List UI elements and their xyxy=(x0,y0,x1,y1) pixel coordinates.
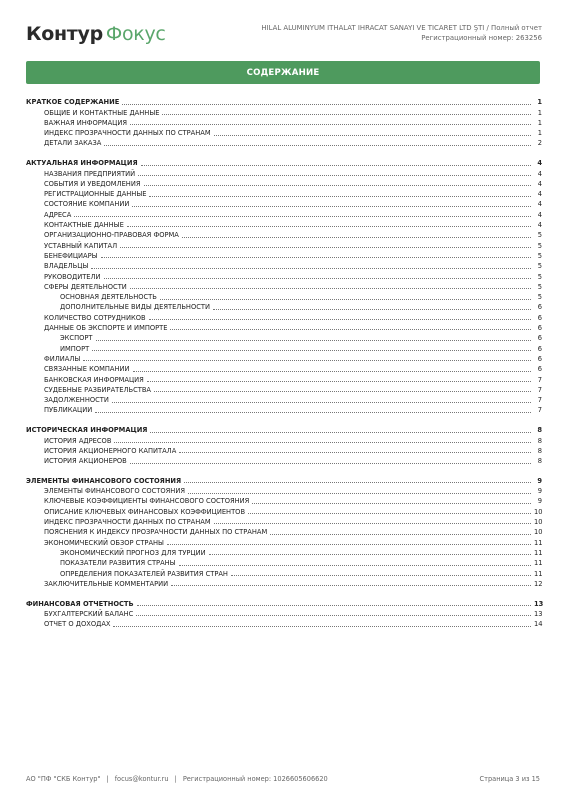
dot-leader xyxy=(127,226,531,227)
dot-leader xyxy=(167,544,531,545)
dot-leader xyxy=(113,626,531,627)
toc-page-number: 4 xyxy=(537,210,542,219)
toc-entry-title: ЗАДОЛЖЕННОСТИ xyxy=(44,396,109,405)
toc-entry[interactable] xyxy=(26,446,542,456)
toc-entry[interactable] xyxy=(26,364,542,374)
toc-page-number: 1 xyxy=(537,118,542,127)
dot-leader xyxy=(83,360,531,361)
footer-separator: | xyxy=(106,775,109,783)
registration-line: Регистрационный номер: 263256 xyxy=(421,34,542,42)
dot-leader xyxy=(170,329,531,330)
toc-page-number: 6 xyxy=(537,303,542,312)
footer-company: АО "ПФ "СКБ Контур" xyxy=(26,775,101,783)
toc-page-number: 5 xyxy=(537,282,542,291)
dot-leader xyxy=(114,442,531,443)
toc-section xyxy=(26,158,542,415)
toc-entry-title: КЛЮЧЕВЫЕ КОЭФФИЦИЕНТЫ ФИНАНСОВОГО СОСТОЯНИЯ xyxy=(44,497,250,506)
dot-leader xyxy=(104,278,531,279)
toc-entry-title: ФИЛИАЛЫ xyxy=(44,354,81,363)
footer-email: focus@kontur.ru xyxy=(114,775,169,783)
dot-leader xyxy=(120,247,531,248)
footer-page-number: Страница 3 из 15 xyxy=(479,775,540,783)
dot-leader xyxy=(179,565,531,566)
toc-page-number: 5 xyxy=(537,251,542,260)
toc-entry-title: УСТАВНЫЙ КАПИТАЛ xyxy=(44,241,118,250)
contents-banner xyxy=(26,61,540,84)
toc-entry-title: ИСТОРИЯ АДРЕСОВ xyxy=(44,436,112,445)
report-header xyxy=(26,22,542,52)
toc-page-number: 14 xyxy=(534,620,543,629)
toc-entry-title: ОРГАНИЗАЦИОННО-ПРАВОВАЯ ФОРМА xyxy=(44,231,179,240)
toc-entry-title: ЭКОНОМИЧЕСКИЙ ОБЗОР СТРАНЫ xyxy=(44,538,164,547)
logo-fokus-text: Фокус xyxy=(105,23,166,45)
toc-entry-title: ПОЯСНЕНИЯ К ИНДЕКСУ ПРОЗРАЧНОСТИ ДАННЫХ ПО СТРАНАМ xyxy=(44,528,268,537)
toc-entry-title: АКТУАЛЬНАЯ ИНФОРМАЦИЯ xyxy=(26,159,138,168)
toc-page-number: 11 xyxy=(534,538,543,547)
toc-entry[interactable] xyxy=(26,354,542,364)
toc-page-number: 8 xyxy=(537,457,542,466)
dot-leader xyxy=(138,175,531,176)
dot-leader xyxy=(209,554,531,555)
toc-entry[interactable] xyxy=(26,435,542,445)
dot-leader xyxy=(162,114,531,115)
toc-entry[interactable] xyxy=(26,537,542,547)
toc-entry[interactable] xyxy=(26,292,542,302)
toc-entry[interactable] xyxy=(26,209,542,219)
toc-page-number: 9 xyxy=(537,487,542,496)
footer-left xyxy=(26,775,328,783)
toc-page-number: 11 xyxy=(534,548,543,557)
dot-leader xyxy=(136,615,531,616)
toc-entry-title: ИСТОРИЧЕСКАЯ ИНФОРМАЦИЯ xyxy=(26,426,148,435)
toc-page-number: 6 xyxy=(537,334,542,343)
toc-entry-title: ИНДЕКС ПРОЗРАЧНОСТИ ДАННЫХ ПО СТРАНАМ xyxy=(44,129,211,138)
toc-entry[interactable] xyxy=(26,558,542,568)
dot-leader xyxy=(149,196,531,197)
toc-entry-title: ИНДЕКС ПРОЗРАЧНОСТИ ДАННЫХ ПО СТРАНАМ xyxy=(44,518,211,527)
toc-entry[interactable] xyxy=(26,496,542,506)
toc-entry-title: АДРЕСА xyxy=(44,210,72,219)
toc-entry-title: СОСТОЯНИЕ КОМПАНИИ xyxy=(44,200,130,209)
dot-leader xyxy=(248,513,531,514)
toc-page-number: 6 xyxy=(537,365,542,374)
toc-entry-title: БУХГАЛТЕРСКИЙ БАЛАНС xyxy=(44,609,134,618)
dot-leader xyxy=(179,452,531,453)
toc-entry[interactable] xyxy=(26,302,542,312)
toc-entry-title: ОСНОВНАЯ ДЕЯТЕЛЬНОСТЬ xyxy=(60,293,157,302)
toc-entry[interactable] xyxy=(26,138,542,148)
footer-registration: Регистрационный номер: 1026605606620 xyxy=(182,775,328,783)
toc-section-heading[interactable] xyxy=(26,158,542,168)
toc-entry[interactable] xyxy=(26,579,542,589)
toc-entry-title: ПУБЛИКАЦИИ xyxy=(44,406,93,415)
dot-leader xyxy=(214,523,531,524)
toc-entry-title: СУДЕБНЫЕ РАЗБИРАТЕЛЬСТВА xyxy=(44,385,151,394)
toc-entry[interactable] xyxy=(26,527,542,537)
contents-title: СОДЕРЖАНИЕ xyxy=(246,67,320,78)
toc-entry-title: ЭЛЕМЕНТЫ ФИНАНСОВОГО СОСТОЯНИЯ xyxy=(44,487,185,496)
toc-page-number: 8 xyxy=(537,436,542,445)
toc-entry-title: ФИНАНСОВАЯ ОТЧЕТНОСТЬ xyxy=(26,599,134,608)
toc-page-number: 1 xyxy=(537,129,542,138)
toc-page-number: 4 xyxy=(537,159,542,168)
toc-entry[interactable] xyxy=(26,271,542,281)
toc-entry-title: ОПРЕДЕЛЕНИЯ ПОКАЗАТЕЛЕЙ РАЗВИТИЯ СТРАН xyxy=(60,569,228,578)
toc-page-number: 10 xyxy=(534,507,543,516)
header-company-info xyxy=(261,23,542,43)
toc-page-number: 11 xyxy=(534,559,543,568)
dot-leader xyxy=(252,503,531,504)
toc-entry-title: СОБЫТИЯ И УВЕДОМЛЕНИЯ xyxy=(44,179,141,188)
dot-leader xyxy=(149,319,531,320)
toc-entry-title: КРАТКОЕ СОДЕРЖАНИЕ xyxy=(26,98,120,107)
toc-entry[interactable] xyxy=(26,323,542,333)
dot-leader xyxy=(104,145,531,146)
dot-leader xyxy=(171,585,531,586)
toc-entry-title: ЭКОНОМИЧЕСКИЙ ПРОГНОЗ ДЛЯ ТУРЦИИ xyxy=(60,548,206,557)
toc-page-number: 6 xyxy=(537,324,542,333)
toc-page-number: 1 xyxy=(537,108,542,117)
toc-section-heading[interactable] xyxy=(26,598,542,608)
toc-page-number: 6 xyxy=(537,313,542,322)
toc-entry[interactable] xyxy=(26,118,542,128)
toc-page-number: 9 xyxy=(537,497,542,506)
toc-page-number: 2 xyxy=(537,139,542,148)
toc-section xyxy=(26,598,542,629)
toc-entry-title: ИСТОРИЯ АКЦИОНЕРОВ xyxy=(44,457,127,466)
toc-entry-title: НАЗВАНИЯ ПРЕДПРИЯТИЙ xyxy=(44,169,136,178)
toc-entry[interactable] xyxy=(26,261,542,271)
dot-leader xyxy=(144,185,532,186)
toc-entry-title: ОБЩИЕ И КОНТАКТНЫЕ ДАННЫЕ xyxy=(44,108,160,117)
toc-page-number: 10 xyxy=(534,528,543,537)
toc-entry-title: РУКОВОДИТЕЛИ xyxy=(44,272,101,281)
toc-entry[interactable] xyxy=(26,506,542,516)
dot-leader xyxy=(130,463,531,464)
toc-section xyxy=(26,97,542,148)
toc-entry[interactable] xyxy=(26,456,542,466)
toc-page-number: 5 xyxy=(537,262,542,271)
toc-page-number: 8 xyxy=(537,426,542,435)
dot-leader xyxy=(130,288,531,289)
toc-section-heading[interactable] xyxy=(26,476,542,486)
toc-entry-title: ОПИСАНИЕ КЛЮЧЕВЫХ ФИНАНСОВЫХ КОЭФФИЦИЕНТОВ xyxy=(44,507,246,516)
toc-page-number: 5 xyxy=(537,293,542,302)
toc-entry-title: ДЕТАЛИ ЗАКАЗА xyxy=(44,139,102,148)
toc-page-number: 13 xyxy=(534,599,544,608)
toc-section-heading[interactable] xyxy=(26,425,542,435)
toc-entry[interactable] xyxy=(26,548,542,558)
dot-leader xyxy=(132,206,531,207)
toc-entry[interactable] xyxy=(26,199,542,209)
company-line: HILAL ALUMINYUM ITHALAT IHRACAT SANAYI VE TICARET LTD ŞTI / Полный отчет xyxy=(261,24,542,32)
toc-page-number: 6 xyxy=(537,344,542,353)
toc-page-number: 6 xyxy=(537,354,542,363)
dot-leader xyxy=(112,402,531,403)
toc-entry[interactable] xyxy=(26,333,542,343)
table-of-contents xyxy=(26,97,542,639)
toc-entry-title: БАНКОВСКАЯ ИНФОРМАЦИЯ xyxy=(44,375,144,384)
toc-page-number: 4 xyxy=(537,200,542,209)
dot-leader xyxy=(133,371,532,372)
dot-leader xyxy=(188,493,531,494)
toc-page-number: 12 xyxy=(534,579,543,588)
toc-entry-title: ЭЛЕМЕНТЫ ФИНАНСОВОГО СОСТОЯНИЯ xyxy=(26,476,182,485)
toc-entry[interactable] xyxy=(26,619,542,629)
toc-entry-title: ДАННЫЕ ОБ ЭКСПОРТЕ И ИМПОРТЕ xyxy=(44,324,168,333)
toc-page-number: 4 xyxy=(537,190,542,199)
toc-entry[interactable] xyxy=(26,405,542,415)
toc-entry-title: КОЛИЧЕСТВО СОТРУДНИКОВ xyxy=(44,313,146,322)
toc-entry[interactable] xyxy=(26,128,542,138)
toc-entry[interactable] xyxy=(26,486,542,496)
toc-entry-title: ИСТОРИЯ АКЦИОНЕРНОГО КАПИТАЛА xyxy=(44,446,177,455)
toc-entry[interactable] xyxy=(26,179,542,189)
toc-entry[interactable] xyxy=(26,312,542,322)
toc-section xyxy=(26,425,542,466)
toc-section xyxy=(26,476,542,589)
toc-section-heading[interactable] xyxy=(26,97,542,107)
toc-entry-title: ИМПОРТ xyxy=(60,344,90,353)
dot-leader xyxy=(74,216,531,217)
toc-entry[interactable] xyxy=(26,220,542,230)
toc-page-number: 7 xyxy=(537,375,542,384)
dot-leader xyxy=(122,104,531,105)
toc-page-number: 13 xyxy=(534,609,543,618)
toc-entry[interactable] xyxy=(26,609,542,619)
toc-page-number: 4 xyxy=(537,179,542,188)
dot-leader xyxy=(160,299,531,300)
dot-leader xyxy=(137,605,531,606)
toc-entry[interactable] xyxy=(26,568,542,578)
toc-entry-title: ВЛАДЕЛЬЦЫ xyxy=(44,262,89,271)
dot-leader xyxy=(214,135,531,136)
toc-page-number: 5 xyxy=(537,231,542,240)
toc-page-number: 11 xyxy=(534,569,543,578)
toc-page-number: 10 xyxy=(534,518,543,527)
toc-entry[interactable] xyxy=(26,251,542,261)
kontur-focus-logo xyxy=(26,23,166,45)
dot-leader xyxy=(130,124,531,125)
dot-leader xyxy=(147,381,531,382)
toc-entry[interactable] xyxy=(26,107,542,117)
toc-entry[interactable] xyxy=(26,230,542,240)
toc-entry-title: СВЯЗАННЫЕ КОМПАНИИ xyxy=(44,365,130,374)
toc-page-number: 4 xyxy=(537,221,542,230)
toc-entry-title: РЕГИСТРАЦИОННЫЕ ДАННЫЕ xyxy=(44,190,147,199)
dot-leader xyxy=(150,432,531,433)
toc-page-number: 7 xyxy=(537,396,542,405)
toc-page-number: 5 xyxy=(537,272,542,281)
toc-entry-title: КОНТАКТНЫЕ ДАННЫЕ xyxy=(44,221,124,230)
toc-page-number: 1 xyxy=(537,98,542,107)
toc-entry[interactable] xyxy=(26,282,542,292)
logo-kontur-text: Контур xyxy=(26,23,103,45)
toc-page-number: 8 xyxy=(537,446,542,455)
dot-leader xyxy=(92,350,531,351)
dot-leader xyxy=(141,165,531,166)
dot-leader xyxy=(231,575,531,576)
toc-entry[interactable] xyxy=(26,240,542,250)
footer-separator: | xyxy=(174,775,177,783)
toc-entry-title: СФЕРЫ ДЕЯТЕЛЬНОСТИ xyxy=(44,282,127,291)
dot-leader xyxy=(91,268,531,269)
toc-entry[interactable] xyxy=(26,374,542,384)
toc-entry[interactable] xyxy=(26,168,542,178)
dot-leader xyxy=(213,309,531,310)
toc-page-number: 7 xyxy=(537,385,542,394)
toc-entry-title: ПОКАЗАТЕЛИ РАЗВИТИЯ СТРАНЫ xyxy=(60,559,176,568)
toc-entry-title: БЕНЕФИЦИАРЫ xyxy=(44,251,98,260)
toc-page-number: 4 xyxy=(537,169,542,178)
toc-entry-title: ЭКСПОРТ xyxy=(60,334,93,343)
toc-entry[interactable] xyxy=(26,517,542,527)
dot-leader xyxy=(101,257,531,258)
dot-leader xyxy=(154,391,531,392)
toc-page-number: 9 xyxy=(537,476,542,485)
dot-leader xyxy=(184,482,531,483)
toc-page-number: 5 xyxy=(537,241,542,250)
toc-entry-title: ЗАКЛЮЧИТЕЛЬНЫЕ КОММЕНТАРИИ xyxy=(44,579,169,588)
toc-page-number: 7 xyxy=(537,406,542,415)
dot-leader xyxy=(270,534,531,535)
dot-leader xyxy=(96,340,532,341)
toc-entry[interactable] xyxy=(26,343,542,353)
toc-entry[interactable] xyxy=(26,189,542,199)
dot-leader xyxy=(182,237,531,238)
toc-entry[interactable] xyxy=(26,385,542,395)
toc-entry[interactable] xyxy=(26,395,542,405)
dot-leader xyxy=(95,412,531,413)
toc-entry-title: ДОПОЛНИТЕЛЬНЫЕ ВИДЫ ДЕЯТЕЛЬНОСТИ xyxy=(60,303,210,312)
toc-entry-title: ОТЧЕТ О ДОХОДАХ xyxy=(44,620,111,629)
toc-entry-title: ВАЖНАЯ ИНФОРМАЦИЯ xyxy=(44,118,128,127)
